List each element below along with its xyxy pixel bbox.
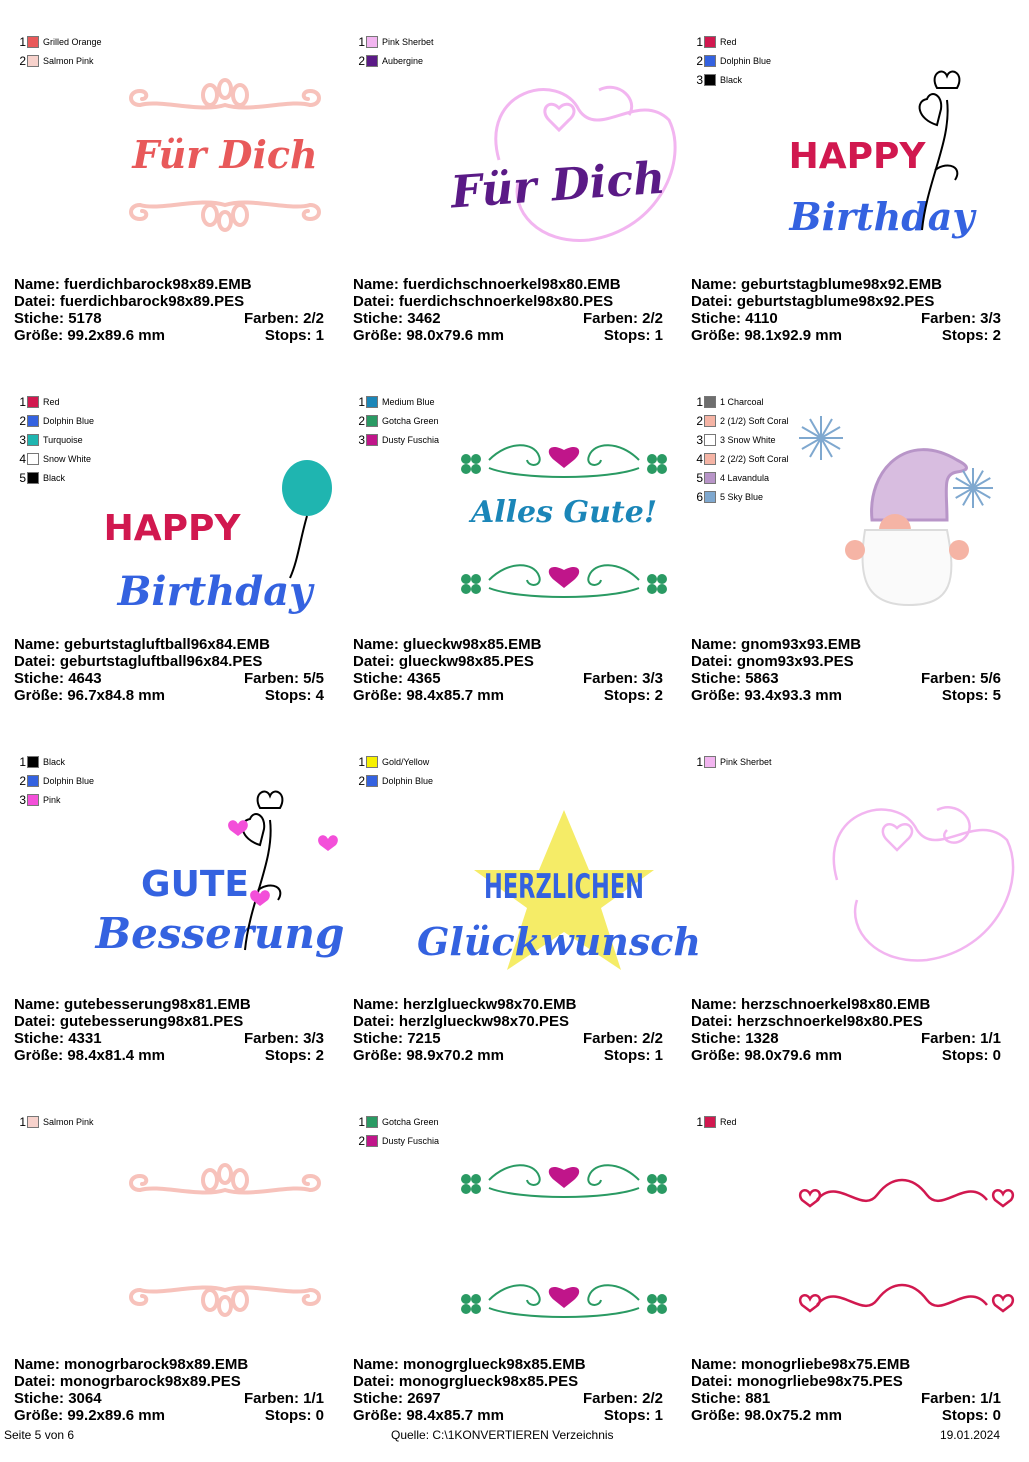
thread-color-swatch: [27, 55, 39, 67]
baroque-border: [131, 1287, 319, 1315]
design-file: Datei: fuerdichschnoerkel98x80.PES: [353, 293, 614, 310]
stop-count: Stops: 0: [941, 1047, 1001, 1064]
embroidery-preview-svg: [100, 410, 350, 615]
thread-item: [355, 51, 434, 70]
thread-item: [693, 487, 789, 506]
stop-count: Stops: 1: [264, 327, 324, 344]
design-info: [353, 636, 663, 704]
thread-name: Black: [43, 472, 66, 483]
thread-item: [16, 392, 94, 411]
thread-number: 2: [358, 1133, 365, 1148]
stop-count: Stops: 0: [264, 1407, 324, 1424]
thread-name: Red: [720, 36, 737, 47]
color-count: Farben: 5/5: [243, 670, 324, 687]
thread-color-swatch: [704, 453, 716, 465]
embroidery-preview: [100, 1130, 350, 1330]
thread-item: [16, 752, 94, 771]
embroidery-preview: [777, 410, 1027, 610]
thread-name: 3 Snow White: [720, 434, 776, 445]
thread-legend: [355, 1112, 439, 1150]
design-file: Datei: herzschnoerkel98x80.PES: [691, 1013, 923, 1030]
thread-number: 1: [696, 1114, 703, 1129]
baroque-border: [131, 80, 319, 108]
page-number: Seite 5 von 6: [4, 1428, 75, 1442]
design-text: GUTE: [141, 864, 249, 905]
color-count: Farben: 2/2: [582, 1030, 663, 1047]
thread-item: [355, 752, 433, 771]
embroidery-preview: [777, 1130, 1027, 1330]
color-count: Farben: 2/2: [243, 310, 324, 327]
thread-name: Medium Blue: [382, 396, 435, 407]
thread-number: 1: [19, 1114, 26, 1129]
thread-item: [355, 32, 434, 51]
design-name: Name: geburtstagblume98x92.EMB: [691, 276, 942, 293]
thread-item: [355, 771, 433, 790]
design-name: Name: fuerdichschnoerkel98x80.EMB: [353, 276, 621, 293]
embroidery-preview-svg: [439, 1130, 689, 1330]
thread-item: [693, 1112, 737, 1131]
thread-number: 2: [696, 53, 703, 68]
thread-name: Pink: [43, 794, 61, 805]
embroidery-preview-svg: [416, 770, 702, 970]
thread-color-swatch: [366, 36, 378, 48]
stop-count: Stops: 2: [603, 687, 663, 704]
thread-number: 2: [19, 773, 26, 788]
color-count: Farben: 2/2: [582, 1390, 663, 1407]
thread-legend: [355, 392, 439, 449]
design-info: [14, 276, 324, 344]
embroidery-preview-svg: [439, 410, 689, 610]
thread-color-swatch: [704, 472, 716, 484]
thread-legend: [16, 1112, 94, 1131]
design-info: [353, 996, 663, 1064]
embroidery-preview-svg: [777, 50, 1027, 250]
thread-item: [693, 70, 771, 89]
embroidery-preview-svg: [777, 1130, 1027, 1330]
thread-number: 1: [696, 394, 703, 409]
thread-item: [355, 1112, 439, 1131]
thread-number: 3: [696, 72, 703, 87]
design-info: [353, 1356, 663, 1424]
thread-name: Gotcha Green: [382, 1116, 439, 1127]
stop-count: Stops: 1: [603, 327, 663, 344]
design-size: Größe: 98.4x85.7 mm: [353, 687, 504, 704]
thread-name: 4 Lavandula: [720, 472, 770, 483]
design-size: Größe: 93.4x93.3 mm: [691, 687, 842, 704]
snowflake-icon: [953, 468, 993, 508]
design-name: Name: geburtstagluftball96x84.EMB: [14, 636, 270, 653]
color-count: Farben: 1/1: [243, 1390, 324, 1407]
thread-item: [355, 430, 439, 449]
thread-number: 6: [696, 489, 703, 504]
design-size: Größe: 96.7x84.8 mm: [14, 687, 165, 704]
thread-number: 4: [19, 451, 26, 466]
thread-color-swatch: [704, 756, 716, 768]
thread-number: 2: [358, 413, 365, 428]
thread-legend: [16, 752, 94, 809]
baroque-border: [131, 202, 319, 230]
thread-item: [16, 771, 94, 790]
thread-number: 3: [358, 432, 365, 447]
design-file: Datei: monogrliebe98x75.PES: [691, 1373, 903, 1390]
thread-number: 2: [358, 773, 365, 788]
thread-item: [16, 430, 94, 449]
thread-legend: [693, 392, 789, 506]
thread-color-swatch: [366, 775, 378, 787]
embroidery-preview-svg: [100, 1130, 350, 1330]
thread-name: Grilled Orange: [43, 36, 102, 47]
thread-item: [693, 392, 789, 411]
thread-color-swatch: [704, 491, 716, 503]
thread-color-swatch: [366, 415, 378, 427]
design-file: Datei: gnom93x93.PES: [691, 653, 854, 670]
thread-legend: [693, 32, 771, 89]
thread-name: Snow White: [43, 453, 92, 464]
heart-icon: [250, 890, 270, 906]
thread-color-swatch: [27, 396, 39, 408]
embroidery-preview: [100, 50, 350, 250]
thread-color-swatch: [27, 775, 39, 787]
embroidery-preview-svg: [95, 770, 350, 970]
stop-count: Stops: 5: [941, 687, 1001, 704]
embroidery-preview-svg: [100, 50, 350, 250]
design-name: Name: monogrliebe98x75.EMB: [691, 1356, 911, 1373]
balloon-icon: [282, 460, 332, 578]
color-count: Farben: 5/6: [920, 670, 1001, 687]
stop-count: Stops: 0: [941, 1407, 1001, 1424]
stitch-count: Stiche: 5863: [691, 670, 779, 687]
heart-swirl: [834, 807, 1013, 960]
design-text: HAPPY: [788, 136, 926, 177]
thread-color-swatch: [704, 415, 716, 427]
design-file: Datei: geburtstagluftball96x84.PES: [14, 653, 263, 670]
thread-item: [693, 468, 789, 487]
thread-number: 1: [358, 1114, 365, 1129]
design-card: [353, 22, 691, 382]
thread-name: Black: [720, 74, 743, 85]
design-card: [14, 22, 352, 382]
embroidery-preview: [416, 770, 702, 970]
stitch-count: Stiche: 881: [691, 1390, 771, 1407]
design-card: [691, 1102, 1029, 1462]
design-file: Datei: monogrbarock98x89.PES: [14, 1373, 241, 1390]
thread-item: [693, 32, 771, 51]
heart-scroll: [800, 1285, 1013, 1311]
thread-item: [693, 411, 789, 430]
thread-item: [693, 430, 789, 449]
swirl-border: [461, 1285, 667, 1317]
thread-color-swatch: [366, 1135, 378, 1147]
embroidery-preview-svg: [777, 770, 1027, 970]
thread-color-swatch: [27, 472, 39, 484]
design-card: [14, 1102, 352, 1462]
thread-number: 2: [19, 53, 26, 68]
stop-count: Stops: 1: [603, 1047, 663, 1064]
thread-number: 1: [696, 754, 703, 769]
thread-name: Dolphin Blue: [43, 775, 95, 786]
snowflake-icon: [799, 416, 843, 460]
thread-color-swatch: [704, 74, 716, 86]
stitch-count: Stiche: 4365: [353, 670, 441, 687]
thread-number: 1: [358, 394, 365, 409]
thread-color-swatch: [27, 794, 39, 806]
design-text: Für Dich: [132, 132, 318, 177]
thread-number: 3: [19, 432, 26, 447]
thread-color-swatch: [27, 756, 39, 768]
design-card: [691, 22, 1029, 382]
embroidery-preview: [777, 50, 1027, 250]
thread-name: 2 (1/2) Soft Coral: [720, 415, 789, 426]
thread-item: [693, 51, 771, 70]
thread-legend: [355, 752, 433, 790]
design-text: Alles Gute!: [470, 495, 658, 530]
design-text: HAPPY: [103, 508, 241, 549]
thread-name: Pink Sherbet: [382, 36, 434, 47]
thread-name: Dolphin Blue: [43, 415, 95, 426]
thread-item: [16, 468, 94, 487]
thread-color-swatch: [704, 36, 716, 48]
embroidery-preview: [777, 770, 1027, 970]
design-size: Größe: 98.4x85.7 mm: [353, 1407, 504, 1424]
thread-color-swatch: [27, 453, 39, 465]
design-text: Für Dich: [449, 152, 667, 219]
design-size: Größe: 98.0x79.6 mm: [353, 327, 504, 344]
thread-number: 1: [19, 394, 26, 409]
thread-legend: [16, 32, 102, 70]
design-info: [14, 996, 324, 1064]
design-info: [14, 636, 324, 704]
thread-name: Gotcha Green: [382, 415, 439, 426]
thread-name: Pink Sherbet: [720, 756, 772, 767]
thread-color-swatch: [366, 55, 378, 67]
baroque-border: [131, 1165, 319, 1193]
thread-number: 1: [358, 754, 365, 769]
swirl-border: [461, 445, 667, 477]
design-size: Größe: 98.0x75.2 mm: [691, 1407, 842, 1424]
design-info: [691, 1356, 1001, 1424]
design-file: Datei: gutebesserung98x81.PES: [14, 1013, 244, 1030]
design-info: [691, 276, 1001, 344]
embroidery-preview-svg: [439, 50, 689, 250]
thread-name: 5 Sky Blue: [720, 491, 764, 502]
design-file: Datei: herzlglueckw98x70.PES: [353, 1013, 569, 1030]
stop-count: Stops: 1: [603, 1407, 663, 1424]
design-text: Birthday: [789, 194, 975, 239]
thread-color-swatch: [366, 1116, 378, 1128]
design-info: [691, 636, 1001, 704]
stitch-count: Stiche: 4110: [691, 310, 778, 327]
design-file: Datei: fuerdichbarock98x89.PES: [14, 293, 245, 310]
design-info: [14, 1356, 324, 1424]
thread-item: [16, 411, 94, 430]
thread-number: 5: [19, 470, 26, 485]
thread-color-swatch: [366, 434, 378, 446]
design-name: Name: monogrglueck98x85.EMB: [353, 1356, 586, 1373]
color-count: Farben: 1/1: [920, 1030, 1001, 1047]
thread-name: Salmon Pink: [43, 1116, 94, 1127]
design-text: Birthday: [117, 568, 313, 615]
thread-legend: [355, 32, 434, 70]
embroidery-preview: [95, 770, 350, 970]
thread-name: Gold/Yellow: [382, 756, 430, 767]
design-card: [691, 742, 1029, 1102]
thread-color-swatch: [366, 396, 378, 408]
thread-name: Aubergine: [382, 55, 424, 66]
design-size: Größe: 98.1x92.9 mm: [691, 327, 842, 344]
design-file: Datei: geburtstagblume98x92.PES: [691, 293, 935, 310]
thread-name: Salmon Pink: [43, 55, 94, 66]
thread-item: [16, 790, 94, 809]
thread-color-swatch: [27, 1116, 39, 1128]
thread-name: Red: [720, 1116, 737, 1127]
thread-name: Turquoise: [43, 434, 83, 445]
thread-number: 1: [696, 34, 703, 49]
design-name: Name: gnom93x93.EMB: [691, 636, 862, 653]
thread-item: [355, 1131, 439, 1150]
design-size: Größe: 98.4x81.4 mm: [14, 1047, 165, 1064]
design-info: [353, 276, 663, 344]
thread-legend: [693, 1112, 737, 1131]
thread-legend: [693, 752, 772, 771]
thread-name: Dusty Fuschia: [382, 434, 440, 445]
gnome-illustration: [845, 450, 969, 605]
heart-icon: [318, 835, 338, 851]
thread-color-swatch: [704, 1116, 716, 1128]
color-count: Farben: 3/3: [920, 310, 1001, 327]
stitch-count: Stiche: 2697: [353, 1390, 441, 1407]
thread-name: Dolphin Blue: [720, 55, 772, 66]
thread-color-swatch: [704, 396, 716, 408]
heart-scroll: [800, 1180, 1013, 1206]
thread-legend: [16, 392, 94, 487]
design-card: [353, 382, 691, 742]
thread-name: Dolphin Blue: [382, 775, 434, 786]
design-card: [14, 742, 352, 1102]
thread-item: [16, 51, 102, 70]
thread-number: 2: [19, 413, 26, 428]
thread-item: [355, 392, 439, 411]
design-name: Name: monogrbarock98x89.EMB: [14, 1356, 249, 1373]
design-file: Datei: monogrglueck98x85.PES: [353, 1373, 579, 1390]
design-size: Größe: 99.2x89.6 mm: [14, 327, 165, 344]
thread-item: [693, 449, 789, 468]
stitch-count: Stiche: 3064: [14, 1390, 102, 1407]
design-card: [691, 382, 1029, 742]
design-name: Name: glueckw98x85.EMB: [353, 636, 542, 653]
thread-name: 2 (2/2) Soft Coral: [720, 453, 789, 464]
embroidery-preview: [100, 410, 350, 615]
design-name: Name: herzschnoerkel98x80.EMB: [691, 996, 931, 1013]
stop-count: Stops: 2: [941, 327, 1001, 344]
embroidery-preview: [439, 1130, 689, 1330]
thread-number: 1: [19, 34, 26, 49]
thread-color-swatch: [704, 434, 716, 446]
design-name: Name: gutebesserung98x81.EMB: [14, 996, 251, 1013]
thread-color-swatch: [704, 55, 716, 67]
stitch-count: Stiche: 4331: [14, 1030, 102, 1047]
thread-number: 2: [358, 53, 365, 68]
embroidery-preview: [439, 410, 689, 610]
thread-name: 1 Charcoal: [720, 396, 764, 407]
stitch-count: Stiche: 4643: [14, 670, 102, 687]
swirl-border: [461, 1165, 667, 1197]
design-size: Größe: 98.9x70.2 mm: [353, 1047, 504, 1064]
thread-color-swatch: [27, 36, 39, 48]
design-size: Größe: 99.2x89.6 mm: [14, 1407, 165, 1424]
design-info: [691, 996, 1001, 1064]
design-text: Besserung: [95, 909, 345, 958]
stop-count: Stops: 2: [264, 1047, 324, 1064]
color-count: Farben: 1/1: [920, 1390, 1001, 1407]
design-size: Größe: 98.0x79.6 mm: [691, 1047, 842, 1064]
thread-number: 3: [19, 792, 26, 807]
thread-name: Black: [43, 756, 66, 767]
design-name: Name: fuerdichbarock98x89.EMB: [14, 276, 252, 293]
stitch-count: Stiche: 5178: [14, 310, 102, 327]
thread-item: [16, 32, 102, 51]
thread-item: [355, 411, 439, 430]
embroidery-preview: [439, 50, 689, 250]
thread-number: 1: [358, 34, 365, 49]
thread-item: [693, 752, 772, 771]
print-date: 19.01.2024: [939, 1428, 1000, 1442]
color-count: Farben: 3/3: [582, 670, 663, 687]
thread-color-swatch: [27, 415, 39, 427]
design-text: Glückwunsch: [416, 919, 702, 964]
source-path: Quelle: C:\1KONVERTIEREN Verzeichnis: [391, 1428, 614, 1442]
design-card: [14, 382, 352, 742]
thread-color-swatch: [27, 434, 39, 446]
thread-number: 5: [696, 470, 703, 485]
thread-name: Red: [43, 396, 60, 407]
swirl-border: [461, 565, 667, 597]
embroidery-preview-svg: [777, 410, 1027, 610]
design-file: Datei: glueckw98x85.PES: [353, 653, 534, 670]
design-name: Name: herzlglueckw98x70.EMB: [353, 996, 577, 1013]
thread-name: Dusty Fuschia: [382, 1135, 440, 1146]
stitch-count: Stiche: 1328: [691, 1030, 779, 1047]
thread-number: 3: [696, 432, 703, 447]
thread-item: [16, 1112, 94, 1131]
thread-number: 4: [696, 451, 703, 466]
design-card: [353, 742, 702, 1102]
color-count: Farben: 2/2: [582, 310, 663, 327]
stitch-count: Stiche: 7215: [353, 1030, 441, 1047]
design-text: HERZLICHEN: [484, 867, 644, 907]
design-card: [353, 1102, 691, 1462]
thread-number: 2: [696, 413, 703, 428]
color-count: Farben: 3/3: [243, 1030, 324, 1047]
stop-count: Stops: 4: [264, 687, 324, 704]
thread-color-swatch: [366, 756, 378, 768]
thread-number: 1: [19, 754, 26, 769]
stitch-count: Stiche: 3462: [353, 310, 441, 327]
thread-item: [16, 449, 94, 468]
